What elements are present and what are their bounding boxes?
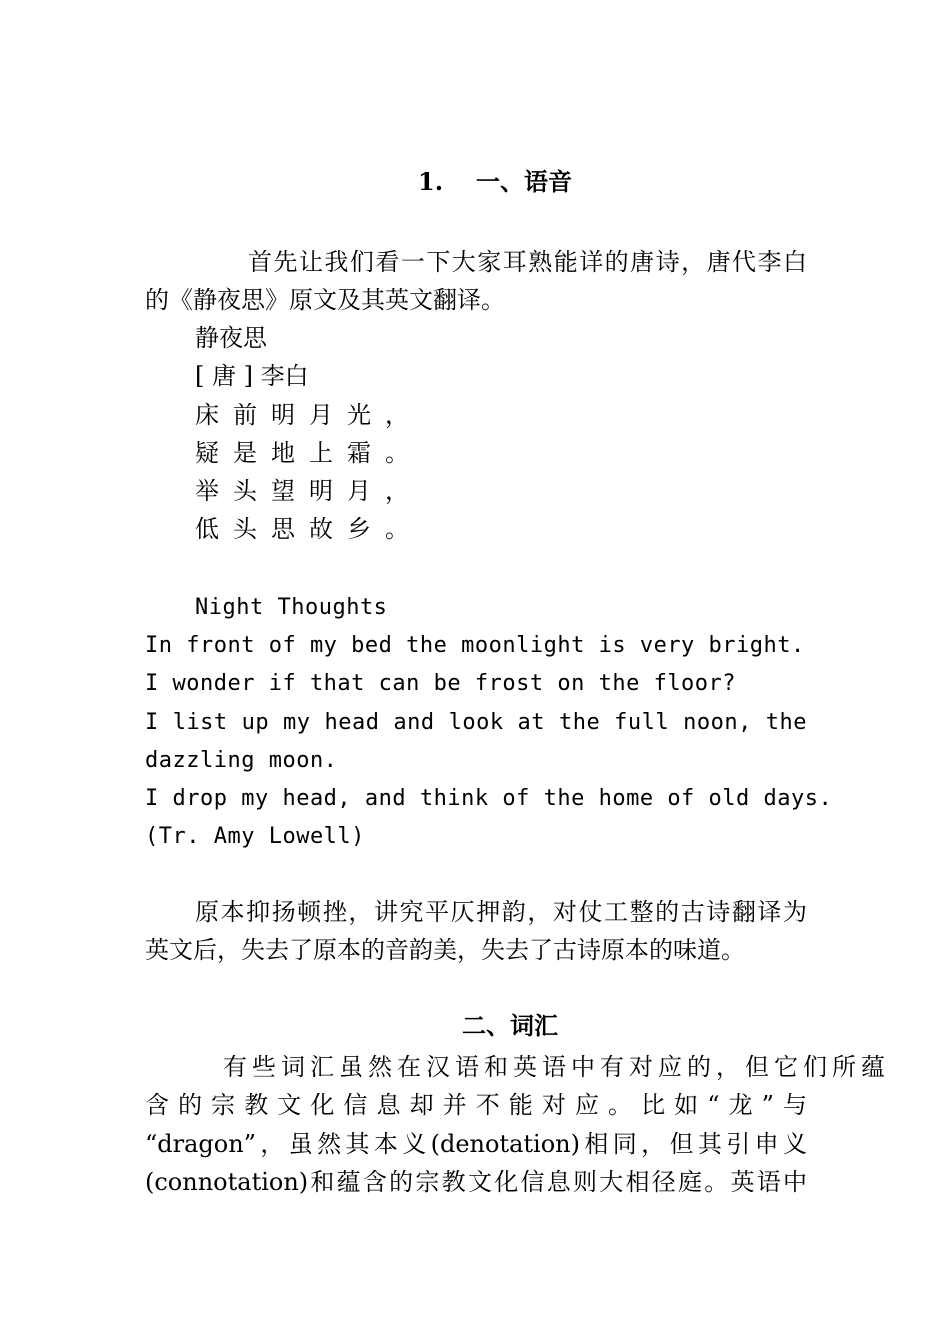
vocabulary-line: “dragon”，虽然其本义(denotation)相同，但其引申义	[145, 1129, 807, 1158]
section-heading-phonetics	[418, 167, 572, 197]
translation-line: In front of my bed the moonlight is very bright.	[145, 633, 805, 658]
translation-line: I list up my head and look at the full noon, the	[145, 709, 807, 735]
vocabulary-line: (connotation)和蕴含的宗教文化信息则大相径庭。英语中	[145, 1167, 807, 1196]
section-number: 1.	[418, 167, 444, 196]
translator-credit: (Tr. Amy Lowell)	[145, 824, 365, 850]
vocabulary-line: 含的宗教文化信息却并不能对应。比如“龙”与	[145, 1091, 807, 1120]
english-translation	[145, 627, 833, 857]
poem-title: 静夜思	[195, 324, 267, 352]
poem-line: 疑是地上霜。	[195, 438, 423, 467]
translation-line: I drop my head, and think of the home of old days.	[145, 786, 833, 812]
translation-line: I wonder if that can be frost on the floor?	[145, 671, 737, 697]
commentary-line-2: 英文后，失去了原本的音韵美，失去了古诗原本的味道。	[145, 936, 745, 964]
translation-line: dazzling moon.	[145, 747, 338, 773]
translation-title: Night Thoughts	[195, 595, 388, 620]
intro-paragraph-line-1: 首先让我们看一下大家耳熟能详的唐诗，唐代李白	[248, 248, 807, 276]
section-title: 一、语音	[476, 167, 572, 196]
commentary-line-1: 原本抑扬顿挫，讲究平仄押韵，对仗工整的古诗翻译为	[195, 898, 807, 926]
section-heading-vocabulary: 二、词汇	[462, 1011, 558, 1040]
poem-line: 举头望明月，	[195, 477, 423, 506]
vocabulary-line: 有些词汇虽然在汉语和英语中有对应的，但它们所蕴	[223, 1053, 885, 1081]
intro-paragraph-line-2: 的《静夜思》原文及其英文翻译。	[145, 286, 505, 314]
vocabulary-paragraph	[145, 1048, 885, 1201]
poem-line: 床前明月光，	[195, 400, 423, 429]
chinese-poem	[195, 319, 423, 549]
poem-line: 低头思故乡。	[195, 515, 423, 544]
poem-author: [ 唐 ] 李白	[195, 362, 309, 391]
